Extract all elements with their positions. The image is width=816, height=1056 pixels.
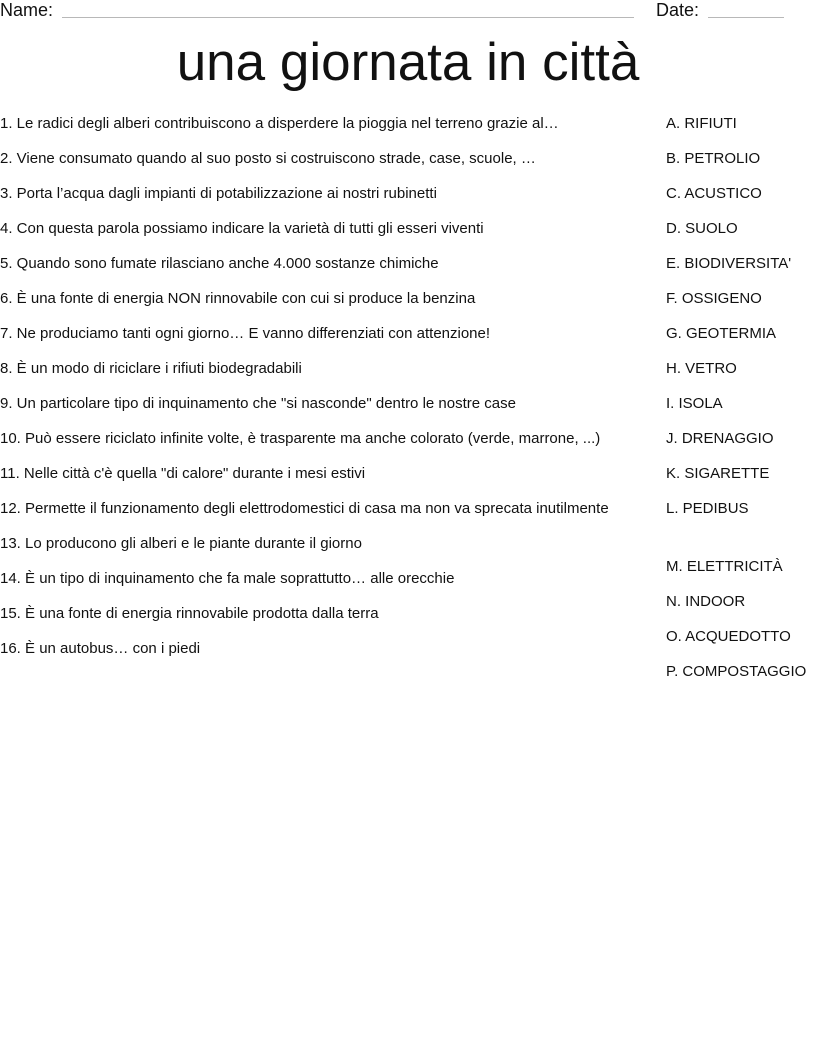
- clue-item: 1. Le radici degli alberi contribuiscono a disperdere la pioggia nel terreno grazie al…: [0, 115, 559, 132]
- answer-item: M. ELETTRICITÀ: [666, 558, 783, 575]
- clue-item: 2. Viene consumato quando al suo posto si costruiscono strade, case, scuole, …: [0, 150, 536, 167]
- answer-item: G. GEOTERMIA: [666, 325, 777, 342]
- answer-item: F. OSSIGENO: [666, 290, 762, 307]
- answer-item: E. BIODIVERSITA': [666, 255, 792, 272]
- clue-item: 14. È un tipo di inquinamento che fa male soprattutto… alle orecchie: [0, 570, 455, 587]
- answer-item: O. ACQUEDOTTO: [666, 628, 791, 645]
- clue-item: 13. Lo producono gli alberi e le piante durante il giorno: [0, 535, 362, 552]
- answer-item: B. PETROLIO: [666, 150, 761, 167]
- name-label: Name:: [0, 0, 54, 20]
- clue-item: 10. Può essere riciclato infinite volte, è trasparente ma anche colorato (verde, marrone, ...): [0, 430, 601, 447]
- answer-item: A. RIFIUTI: [666, 115, 737, 132]
- answer-item: C. ACUSTICO: [666, 185, 762, 202]
- clue-item: 9. Un particolare tipo di inquinamento che "si nasconde" dentro le nostre case: [0, 395, 516, 412]
- worksheet-title: una giornata in città: [176, 33, 640, 92]
- clue-item: 5. Quando sono fumate rilasciano anche 4.000 sostanze chimiche: [0, 255, 439, 272]
- answer-list: [666, 112, 816, 695]
- clue-item: 8. È un modo di riciclare i rifiuti biodegradabili: [0, 360, 302, 377]
- date-blank-line: [708, 17, 784, 18]
- clue-item: 15. È una fonte di energia rinnovabile prodotta dalla terra: [0, 605, 379, 622]
- clue-item: 7. Ne produciamo tanti ogni giorno… E vanno differenziati con attenzione!: [0, 325, 491, 342]
- answer-item: D. SUOLO: [666, 220, 738, 237]
- answer-item: L. PEDIBUS: [666, 500, 749, 517]
- clue-item: 16. È un autobus… con i piedi: [0, 640, 201, 657]
- clue-item: 12. Permette il funzionamento degli elettrodomestici di casa ma non va sprecata inutilmente: [0, 500, 609, 517]
- answer-item: P. COMPOSTAGGIO: [666, 663, 807, 680]
- date-label: Date:: [656, 0, 700, 20]
- clue-item: 3. Porta l’acqua dagli impianti di potabilizzazione ai nostri rubinetti: [0, 185, 437, 202]
- answer-item: H. VETRO: [666, 360, 737, 377]
- answer-item: N. INDOOR: [666, 593, 746, 610]
- name-blank-line: [62, 17, 634, 18]
- clue-item: 6. È una fonte di energia NON rinnovabile con cui si produce la benzina: [0, 290, 476, 307]
- answer-item: I. ISOLA: [666, 395, 723, 412]
- answer-item: J. DRENAGGIO: [666, 430, 774, 447]
- clue-item: 4. Con questa parola possiamo indicare la varietà di tutti gli esseri viventi: [0, 220, 484, 237]
- answer-item: K. SIGARETTE: [666, 465, 770, 482]
- clue-item: 11. Nelle città c'è quella "di calore" durante i mesi estivi: [0, 465, 366, 482]
- worksheet-header: [0, 0, 816, 24]
- clue-list: [0, 112, 650, 672]
